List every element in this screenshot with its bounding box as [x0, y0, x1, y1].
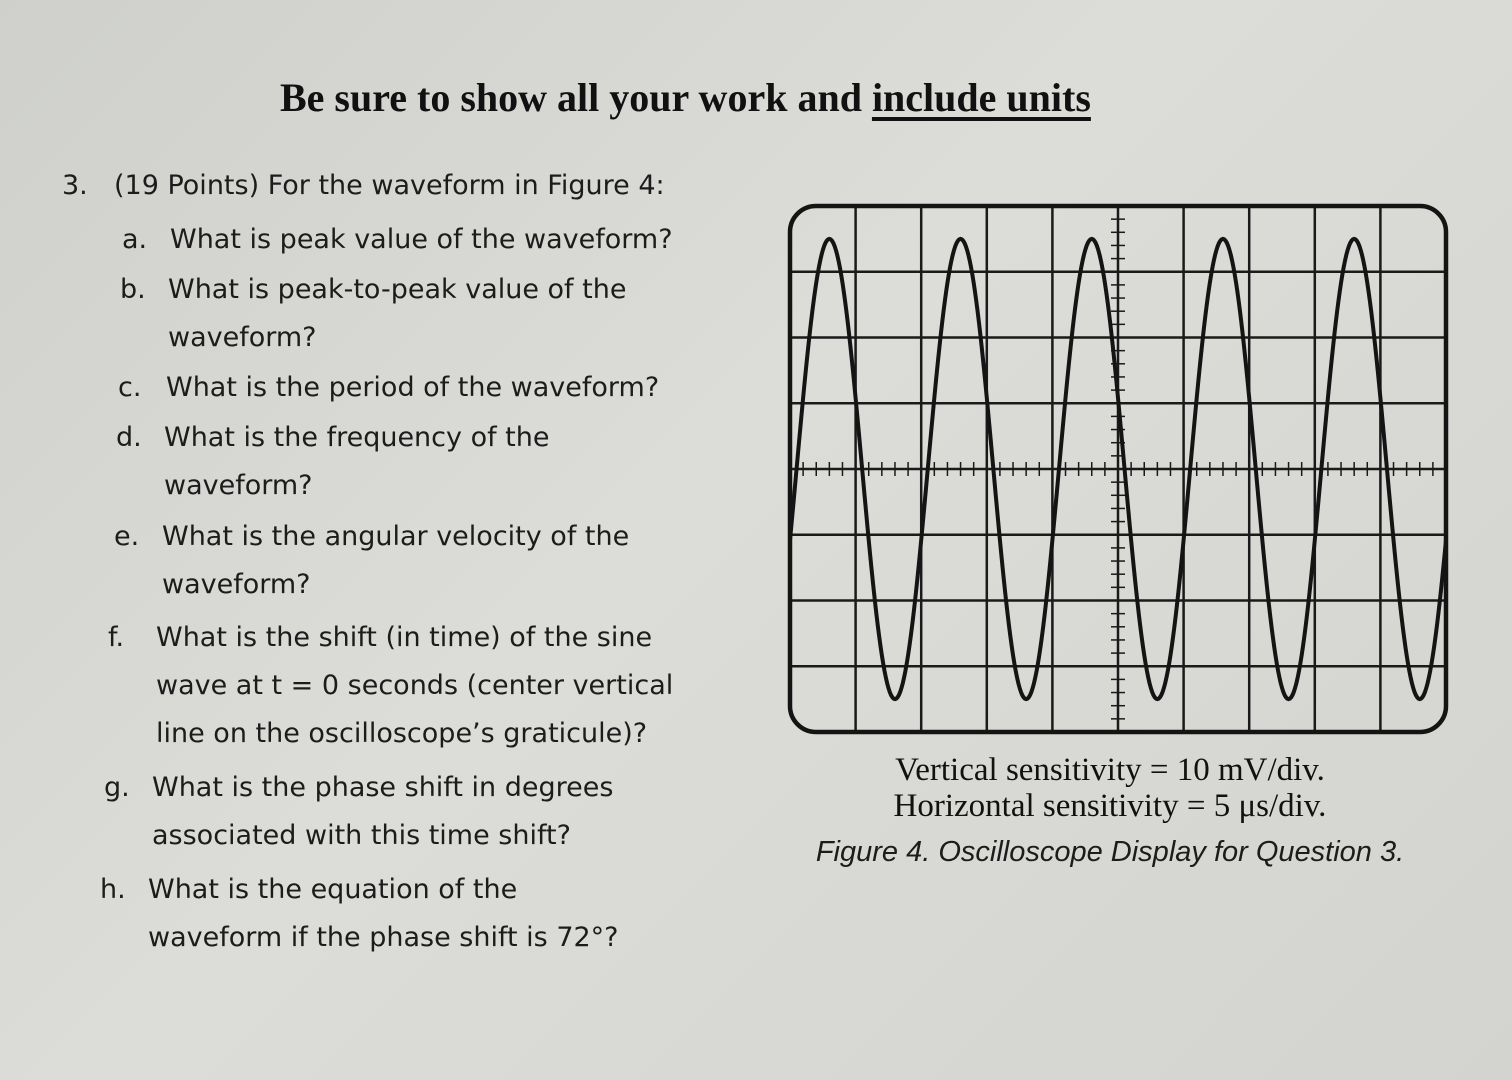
item-letter: b. — [120, 274, 146, 305]
item-letter: c. — [118, 372, 142, 403]
question-item-e — [114, 513, 630, 609]
question-item-h — [100, 866, 619, 962]
item-letter: d. — [116, 422, 142, 453]
question-item-d — [116, 414, 550, 510]
item-text-line: waveform? — [162, 569, 311, 600]
item-letter: e. — [114, 521, 140, 552]
item-text-line: What is peak-to-peak value of the — [168, 274, 627, 305]
item-letter: g. — [104, 772, 130, 803]
question-item-c — [118, 364, 660, 412]
item-text-line: waveform? — [168, 322, 317, 353]
question-item-f — [108, 614, 674, 758]
item-text-line: What is the phase shift in degrees — [152, 772, 614, 803]
item-text-line: waveform if the phase shift is 72°? — [148, 922, 619, 953]
question-item-a — [122, 216, 673, 264]
instruction-header: Be sure to show all your work and include units — [280, 75, 1091, 120]
item-text-line: What is the frequency of the — [164, 422, 550, 453]
question-item-b — [120, 266, 627, 362]
item-text-line: What is the angular velocity of the — [162, 521, 630, 552]
item-text-line: wave at t = 0 seconds (center vertical — [156, 670, 674, 701]
item-letter: a. — [122, 224, 148, 255]
question-intro: (19 Points) For the waveform in Figure 4: — [114, 170, 665, 201]
figure-caption: Figure 4. Oscilloscope Display for Question 3. — [815, 836, 1405, 868]
oscilloscope-display — [786, 200, 1450, 736]
item-text-line: line on the oscilloscope’s graticule)? — [156, 718, 648, 749]
item-text-line: waveform? — [164, 470, 313, 501]
item-letter: h. — [100, 874, 126, 905]
item-text-line: What is the shift (in time) of the sine — [156, 622, 653, 653]
item-text-line: What is the period of the waveform? — [166, 372, 660, 403]
question-number: 3. — [62, 170, 88, 201]
item-text-line: What is peak value of the waveform? — [170, 224, 673, 255]
question-title — [62, 170, 665, 201]
question-item-g — [104, 764, 614, 860]
item-letter: f. — [108, 622, 125, 653]
vertical-sensitivity-label: Vertical sensitivity = 10 mV/div. — [895, 752, 1325, 788]
item-text-line: associated with this time shift? — [152, 820, 571, 851]
item-text-line: What is the equation of the — [148, 874, 518, 905]
horizontal-sensitivity-label: Horizontal sensitivity = 5 μs/div. — [893, 788, 1327, 824]
